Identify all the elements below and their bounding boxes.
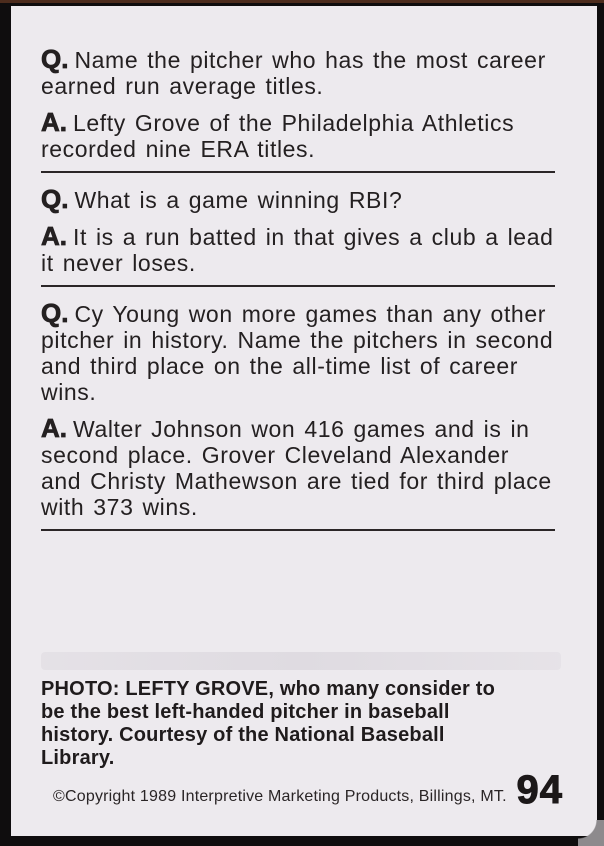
- question-text: Name the pitcher who has the most career earned run average titles.: [41, 47, 546, 99]
- copyright-line: ©Copyright 1989 Interpretive Marketing Products, Billings, MT.: [53, 788, 507, 805]
- answer: [41, 223, 555, 276]
- question: [41, 186, 555, 213]
- qa-block: [41, 300, 555, 531]
- qa-column: [41, 46, 555, 531]
- question-text: What is a game winning RBI?: [74, 187, 403, 213]
- scan-corner-artifact: [578, 820, 604, 846]
- answer-label: A.: [41, 221, 67, 251]
- question-label: Q.: [41, 44, 69, 74]
- question: [41, 46, 555, 99]
- answer-label: A.: [41, 107, 67, 137]
- answer-text: Lefty Grove of the Philadelphia Athletics recorded nine ERA titles.: [41, 110, 515, 162]
- divider: [41, 285, 555, 287]
- trivia-card-back: [11, 6, 597, 836]
- question: [41, 300, 555, 405]
- card-top-edge: [0, 0, 604, 3]
- card-number: 94: [516, 768, 563, 812]
- divider: [41, 171, 555, 173]
- answer-text: It is a run batted in that gives a club a lead it never loses.: [41, 224, 554, 276]
- answer: [41, 415, 555, 520]
- question-label: Q.: [41, 184, 69, 214]
- divider: [41, 529, 555, 531]
- qa-block: [41, 46, 555, 173]
- photo-caption: PHOTO: LEFTY GROVE, who many consider to be the best left-handed pitcher in baseball history. Courtesy of the National Baseball Library.: [41, 678, 495, 769]
- question-label: Q.: [41, 298, 69, 328]
- qa-block: [41, 186, 555, 287]
- question-text: Cy Young won more games than any other pitcher in history. Name the pitchers in second and third place on the all-time list of career wins.: [41, 301, 554, 405]
- answer-label: A.: [41, 413, 67, 443]
- answer-text: Walter Johnson won 416 games and is in second place. Grover Cleveland Alexander and Christy Mathewson are tied for third place with 373 wins.: [41, 416, 552, 520]
- answer: [41, 109, 555, 162]
- scan-ghosting-artifact: [41, 652, 561, 670]
